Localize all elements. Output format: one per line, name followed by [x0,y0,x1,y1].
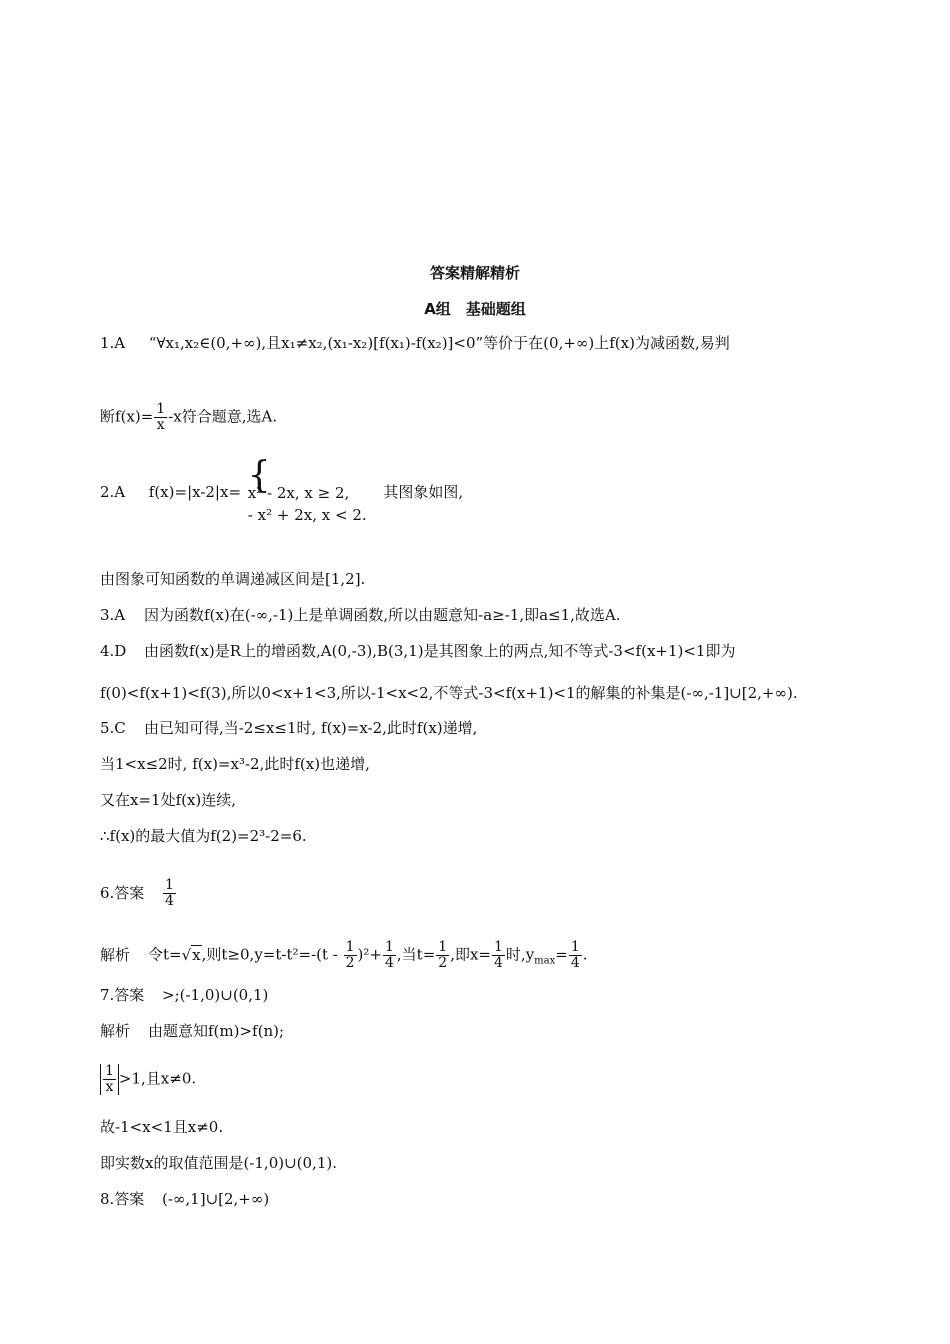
q6-p1: 令t= [148,945,182,964]
q6-frac-half [344,940,357,971]
q6-answer-line [100,878,177,909]
q6-x-num: 1 [494,939,503,955]
q6-p9: . [582,945,588,964]
q2-pre: f(x)=|x-2|x= [148,483,242,501]
q7-l1: 由题意知f(m)>f(n); [148,1022,285,1040]
q1-fraction [154,402,167,433]
q8-number: 8.答案 [100,1190,145,1208]
q7-solution-3: 故-1<x<1且x≠0. [100,1118,224,1136]
q6-p5: ,当t= [396,945,436,964]
q6-q-num: 1 [384,939,394,955]
brace-icon: { [247,455,271,496]
q5-line-4: ∴f(x)的最大值为f(2)=2³-2=6. [100,827,307,845]
q8-answer: (-∞,1]∪[2,+∞) [162,1190,270,1208]
q7-answer-line [100,985,268,1005]
q1-text-b-pre: 断f(x)= [100,407,154,426]
sqrt-icon: √x [181,945,201,964]
q7-solution-1 [100,1021,284,1041]
q6-frac-t [436,940,449,971]
q4-number: 4.D [100,642,127,660]
q5-number: 5.C [100,719,126,737]
q2-line [100,455,464,526]
q1-line-b [100,402,277,433]
q5-text-1: 由已知可得,当-2≤x≤1时, f(x)=x-2,此时f(x)递增, [144,719,478,737]
q1-frac-num: 1 [156,401,166,417]
q7-abs-den: x [105,1079,114,1095]
q1-line-a [100,333,730,353]
q3-number: 3.A [100,606,126,624]
q7-answer: >;(-1,0)∪(0,1) [162,986,269,1004]
q1-frac-den: x [156,417,165,433]
q7-abs-fraction [103,1064,116,1095]
q6-p6: ,即x= [450,945,491,964]
q6-ymax-sub: max [534,955,556,967]
q7-solution-4: 即实数x的取值范围是(-1,0)∪(0,1). [100,1154,337,1172]
q1-number: 1.A [100,334,126,352]
q6-p8: = [555,945,568,964]
q1-text-a: “∀x₁,x₂∈(0,+∞),且x₁≠x₂,(x₁-x₂)[f(x₁)-f(x₂)]<0”等价于在(0,+∞)上f(x)为减函数,易判 [148,334,730,352]
q5-line-3: 又在x=1处f(x)连续, [100,791,237,809]
q3-text: 因为函数f(x)在(-∞,-1)上是单调函数,所以由题意知-a≥-1,即a≤1,故选A. [144,606,621,624]
q7-l2: >1,且x≠0. [118,1069,197,1088]
q2-piecewise [247,455,367,526]
q1-text-b-post: -x符合题意,选A. [168,407,278,426]
q6-h-den: 2 [345,955,355,971]
q4-text-a: 由函数f(x)是R上的增函数,A(0,-3),B(3,1)是其图象上的两点,知不等式-3<f(x+1)<1即为 [144,642,736,660]
q6-jiexi: 解析 [100,945,131,964]
q6-frac-x [492,940,505,971]
q6-ans-num: 1 [165,877,174,893]
q6-frac-quarter [383,940,396,971]
q7-abs-num: 1 [105,1063,114,1079]
q6-y-num: 1 [570,939,580,955]
q7-solution-2 [100,1064,196,1095]
q8-answer-line [100,1189,269,1209]
q5-line-2: 当1<x≤2时, f(x)=x³-2,此时f(x)也递增, [100,755,370,773]
q6-number: 6.答案 [100,883,145,902]
q7-abs [100,1064,119,1095]
q7-jiexi: 解析 [100,1022,131,1040]
q6-t-den: 2 [438,955,448,971]
q6-x-den: 4 [494,955,503,971]
q6-solution-line [100,940,588,972]
q6-ans-den: 4 [165,893,174,909]
q6-sqrt-arg: x [192,945,201,964]
q6-h-num: 1 [345,939,355,955]
q2-number: 2.A [100,483,126,501]
q6-y-den: 4 [570,955,580,971]
q6-p4: )²+ [357,945,382,964]
q2-post: 其图象如图, [383,483,464,501]
q5-line-1 [100,718,477,738]
section-title: A组 基础题组 [424,300,526,318]
q7-number: 7.答案 [100,986,145,1004]
q2-row1: x² - 2x, x ≥ 2, [247,484,350,502]
page-title: 答案精解精析 [429,264,520,282]
q6-t-num: 1 [438,939,448,955]
q6-p3: (t - [316,945,343,964]
q3-line [100,605,621,625]
q6-q-den: 4 [384,955,394,971]
q4-line-b: f(0)<f(x+1)<f(3),所以0<x+1<3,所以-1<x<2,不等式-3<f(x+1)<1的解集的补集是(-∞,-1]∪[2,+∞). [100,684,798,702]
q6-p7: 时,y [505,945,535,964]
q2-conclusion: 由图象可知函数的单调递减区间是[1,2]. [100,570,366,588]
q6-frac-y [569,940,582,971]
q4-line-a [100,641,735,661]
q6-answer-fraction [163,878,176,909]
q6-p2: ,则t≥0,y=t-t²=- [201,945,317,964]
q2-row2: - x² + 2x, x < 2. [247,506,367,524]
